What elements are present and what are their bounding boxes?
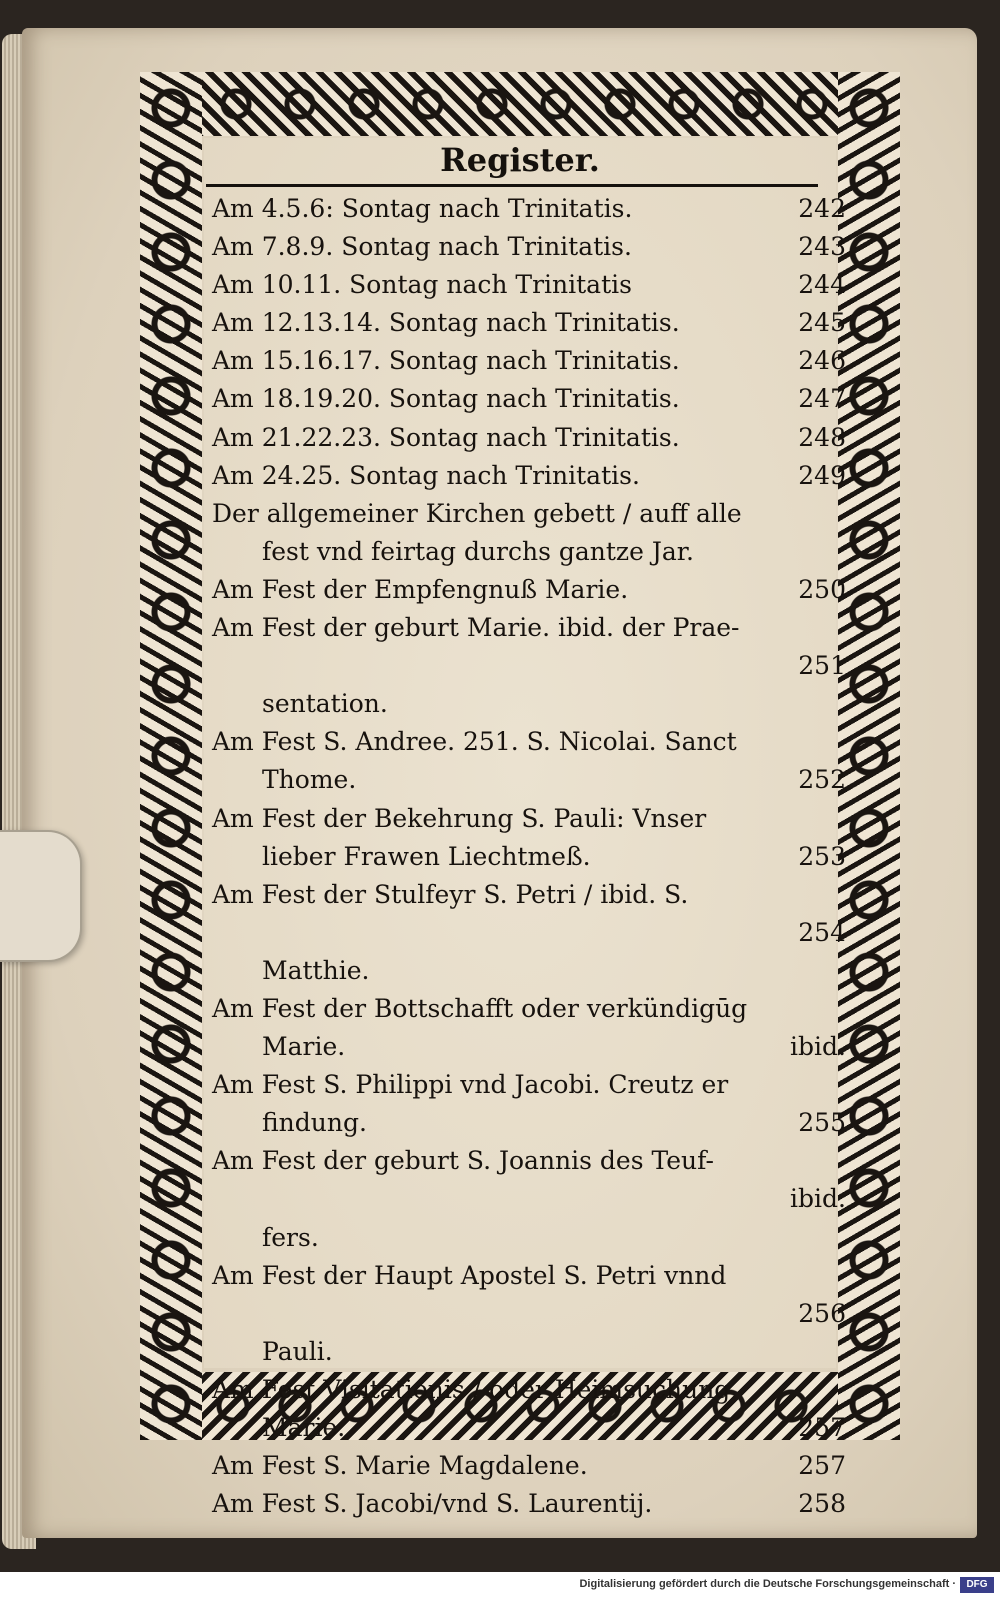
register-entry	[212, 800, 846, 838]
entry-text: Matthie.	[262, 955, 370, 985]
entry-text: lieber Frawen Liechtmeß.	[262, 841, 591, 871]
ornamental-border-left	[140, 72, 202, 1440]
register-entry	[212, 342, 846, 380]
footer-bar	[0, 1572, 1000, 1600]
register-entry	[212, 533, 846, 571]
entry-page-number: 247	[798, 384, 846, 414]
register-entry	[212, 685, 846, 723]
entry-page-number: 249	[798, 460, 846, 490]
entry-page-number: 243	[798, 232, 846, 262]
entry-page-number: ibid.	[790, 1184, 846, 1214]
entry-text: Der allgemeiner Kirchen gebett / auff alle	[212, 498, 742, 528]
entry-page-number: ibid.	[790, 1032, 846, 1062]
entry-text: Am Fest der Stulfeyr S. Petri / ibid. S.	[212, 879, 689, 909]
running-head: Register.	[440, 141, 600, 179]
register-entry	[212, 571, 846, 609]
entry-page-number: 244	[798, 270, 846, 300]
entry-text: Pauli.	[262, 1336, 333, 1366]
register-entry	[212, 761, 846, 799]
register-entry	[212, 990, 846, 1028]
ornamental-border-right	[838, 72, 900, 1440]
entry-page-number: 257	[798, 1451, 846, 1481]
entry-text: Am 24.25. Sontag nach Trinitatis.	[212, 460, 640, 490]
register-entry	[212, 723, 846, 761]
register-entry	[212, 1447, 846, 1485]
ornamental-border-top	[140, 72, 900, 136]
entry-text: Am 10.11. Sontag nach Trinitatis	[212, 270, 632, 300]
register-entry	[212, 380, 846, 418]
register-entry	[212, 1409, 846, 1447]
register-entry	[212, 1104, 846, 1142]
register-entry	[212, 228, 846, 266]
entry-text: Am 12.13.14. Sontag nach Trinitatis.	[212, 308, 680, 338]
entry-text: Am Fest S. Andree. 251. S. Nicolai. Sanct	[212, 727, 737, 757]
entry-text: Thome.	[262, 765, 357, 795]
register-entry	[212, 952, 846, 990]
entry-page-number: 245	[798, 308, 846, 338]
entry-text: Am 7.8.9. Sontag nach Trinitatis.	[212, 232, 632, 262]
entry-text: Am Fest der Haupt Apostel S. Petri vnnd	[212, 1260, 727, 1290]
entry-page-number: 258	[798, 1489, 846, 1519]
register-entry	[212, 1295, 846, 1333]
entry-page-number: 251	[798, 651, 846, 681]
entry-text: Marie.	[262, 1032, 346, 1062]
entry-page-number: 250	[798, 574, 846, 604]
register-entry	[212, 838, 846, 876]
entry-text: Am 4.5.6: Sontag nach Trinitatis.	[212, 194, 633, 223]
register-entry	[212, 1180, 846, 1218]
dfg-logo: DFG	[960, 1577, 994, 1593]
entry-text: Am 18.19.20. Sontag nach Trinitatis.	[212, 384, 680, 414]
register-entry	[212, 1485, 846, 1523]
entry-page-number: 246	[798, 346, 846, 376]
entry-text: Am Fest S. Philippi vnd Jacobi. Creutz er	[212, 1070, 729, 1100]
footer-credit: Digitalisierung gefördert durch die Deutsche Forschungsgemeinschaft ·	[579, 1578, 956, 1590]
entry-text: Am Fest der geburt S. Joannis des Teuf-	[212, 1146, 714, 1176]
register-entry	[212, 647, 846, 685]
register-entry	[212, 1219, 846, 1257]
register-entry	[212, 914, 846, 952]
register-entry	[212, 1333, 846, 1371]
register-entry	[212, 1371, 846, 1409]
register-entry	[212, 1142, 846, 1180]
entry-text: fers.	[262, 1222, 319, 1252]
register-entry	[212, 190, 846, 228]
register-entry	[212, 876, 846, 914]
entry-text: fest vnd feirtag durchs gantze Jar.	[262, 536, 694, 566]
entry-text: Am Fest S. Marie Magdalene.	[212, 1451, 588, 1481]
register-entry	[212, 304, 846, 342]
entry-page-number: 252	[798, 765, 846, 795]
entry-page-number: 253	[798, 841, 846, 871]
register-entry	[212, 1257, 846, 1295]
head-rule	[206, 184, 818, 187]
entry-text: findung.	[262, 1108, 367, 1138]
entry-text: Am Fest der Bekehrung S. Pauli: Vnser	[212, 803, 707, 833]
register-entry	[212, 1066, 846, 1104]
entry-text: sentation.	[262, 689, 388, 719]
entry-text: Am Fest der Empfengnuß Marie.	[212, 574, 629, 604]
page-tab	[0, 830, 82, 962]
entry-page-number: 242	[798, 194, 846, 223]
entry-text: Marie.	[262, 1413, 346, 1442]
register-entry	[212, 609, 846, 647]
entry-text: Am Fest Visitationis / oder Heimsuchung	[212, 1374, 731, 1404]
entry-text: Am 15.16.17. Sontag nach Trinitatis.	[212, 346, 680, 376]
register-entries	[212, 190, 846, 1523]
entry-text: Am Fest der Bottschafft oder verkündigūg	[212, 993, 748, 1023]
register-entry	[212, 266, 846, 304]
entry-text: Am Fest S. Jacobi/vnd S. Laurentij.	[212, 1489, 653, 1519]
entry-page-number: 255	[798, 1108, 846, 1138]
register-entry	[212, 457, 846, 495]
entry-page-number: 257	[798, 1413, 846, 1442]
entry-text: Am 21.22.23. Sontag nach Trinitatis.	[212, 422, 680, 452]
register-entry	[212, 1028, 846, 1066]
register-entry	[212, 419, 846, 457]
entry-text: Am Fest der geburt Marie. ibid. der Prae-	[212, 613, 740, 643]
entry-page-number: 256	[798, 1298, 846, 1328]
entry-page-number: 254	[798, 917, 846, 947]
register-entry	[212, 495, 846, 533]
entry-page-number: 248	[798, 422, 846, 452]
